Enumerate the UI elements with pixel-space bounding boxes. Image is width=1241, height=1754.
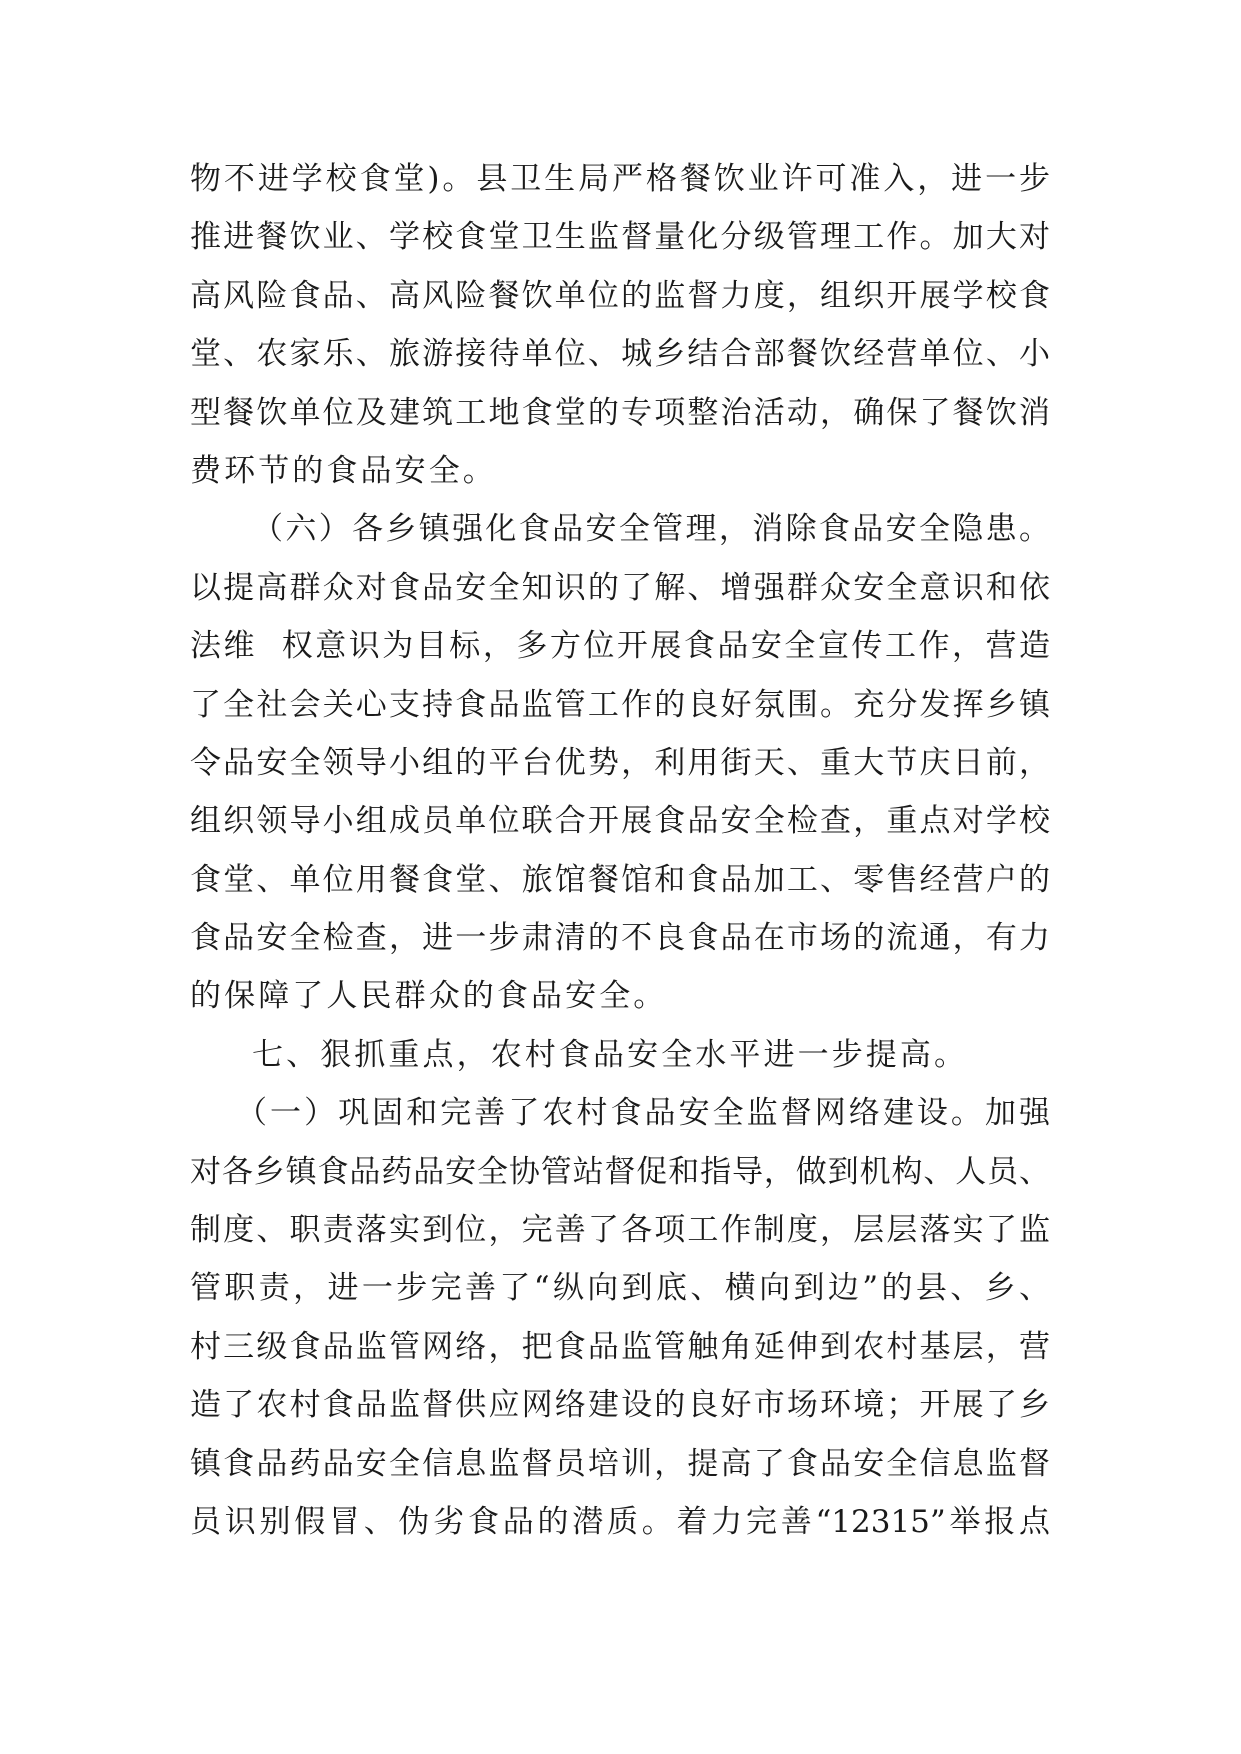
body-line: 以提高群众对食品安全知识的了解、增强群众安全意识和依: [190, 569, 1050, 606]
body-line-paragraph-end: 的保障了人民群众的食品安全。: [190, 978, 668, 1015]
body-line: 员识别假冒、伪劣食品的潜质。着力完善“12315”举报点: [190, 1503, 1050, 1540]
section-heading-one: （一）巩固和完善了农村食品安全监督网络建设。加强: [236, 1095, 1050, 1132]
body-line-paragraph-end: 费环节的食品安全。: [190, 452, 497, 489]
body-line: 高风险食品、高风险餐饮单位的监督力度，组织开展学校食: [190, 277, 1050, 314]
body-line: 堂、农家乐、旅游接待单位、城乡结合部餐饮经营单位、小: [190, 336, 1050, 373]
section-heading-six: （六）各乡镇强化食品安全管理，消除食品安全隐患。: [252, 511, 1050, 548]
body-line: 造了农村食品监督供应网络建设的良好市场环境；开展了乡: [190, 1387, 1050, 1424]
body-line: 法维 权意识为目标，多方位开展食品安全宣传工作，营造: [190, 628, 1050, 665]
body-line: 物不进学校食堂)。县卫生局严格餐饮业许可准入，进一步: [190, 161, 1050, 197]
section-heading-seven: 七、狠抓重点，农村食品安全水平进一步提高。: [252, 1036, 969, 1073]
body-line: 推进餐饮业、学校食堂卫生监督量化分级管理工作。加大对: [190, 219, 1050, 256]
body-line: 食品安全检查，进一步肃清的不良食品在市场的流通，有力: [190, 920, 1050, 957]
body-line: 村三级食品监管网络，把食品监管触角延伸到农村基层，营: [190, 1328, 1050, 1365]
body-line: 令品安全领导小组的平台优势，利用街天、重大节庆日前，: [190, 744, 1050, 781]
body-line: 对各乡镇食品药品安全协管站督促和指导，做到机构、人员、: [190, 1153, 1050, 1190]
body-line: 型餐饮单位及建筑工地食堂的专项整治活动，确保了餐饮消: [190, 394, 1050, 431]
body-line: 镇食品药品安全信息监督员培训，提高了食品安全信息监督: [190, 1445, 1050, 1482]
body-line: 了全社会关心支持食品监管工作的良好氛围。充分发挥乡镇: [190, 686, 1050, 723]
body-line: 管职责，进一步完善了“纵向到底、横向到边”的县、乡、: [190, 1270, 1050, 1307]
body-line: 组织领导小组成员单位联合开展食品安全检查，重点对学校: [190, 803, 1050, 840]
body-line: 制度、职责落实到位，完善了各项工作制度，层层落实了监: [190, 1212, 1050, 1249]
body-line: 食堂、单位用餐食堂、旅馆餐馆和食品加工、零售经营户的: [190, 861, 1050, 898]
document-body: [190, 150, 1050, 1551]
